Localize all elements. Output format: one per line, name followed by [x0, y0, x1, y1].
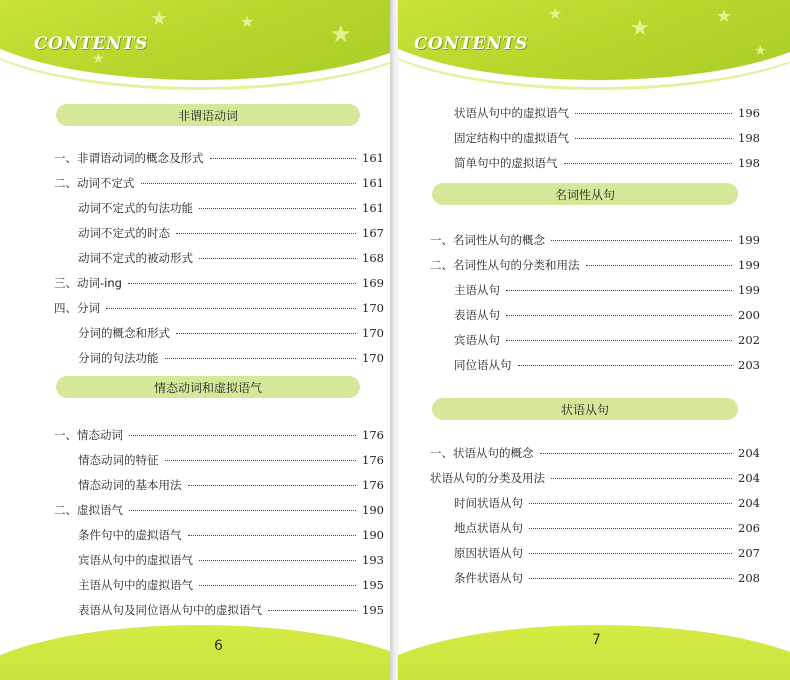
toc-entry[interactable]: 一、情态动词 176	[54, 428, 384, 442]
toc-entry[interactable]: 一、名词性从句的概念 199	[430, 233, 760, 247]
star-icon: ★	[150, 6, 168, 30]
toc-entry[interactable]: 时间状语从句 204	[454, 496, 760, 510]
star-icon: ★	[754, 43, 767, 59]
star-icon: ★	[716, 6, 733, 27]
star-icon: ★	[630, 16, 650, 41]
toc-entry[interactable]: 状语从句的分类及用法 204	[430, 471, 760, 485]
section-heading: 状语从句	[432, 398, 738, 420]
toc-entry[interactable]: 动词不定式的被动形式 168	[78, 251, 384, 265]
toc-entry[interactable]: 表语从句及同位语从句中的虚拟语气 195	[78, 603, 384, 617]
left-page	[0, 0, 394, 680]
toc-entry[interactable]: 二、名词性从句的分类和用法 199	[430, 258, 760, 272]
star-icon: ★	[548, 4, 563, 23]
page-header: CONTENTS	[34, 34, 148, 54]
toc-entry[interactable]: 分词的概念和形式 170	[78, 326, 384, 340]
toc-entry[interactable]: 同位语从句 203	[454, 358, 760, 372]
toc-entry[interactable]: 主语从句中的虚拟语气 195	[78, 578, 384, 592]
toc-entry[interactable]: 条件状语从句 208	[454, 571, 760, 585]
toc-entry[interactable]: 情态动词的基本用法 176	[78, 478, 384, 492]
section-heading: 情态动词和虚拟语气	[56, 376, 360, 398]
section-heading: 非谓语动词	[56, 104, 360, 126]
toc-entry[interactable]: 主语从句 199	[454, 283, 760, 297]
page-header: CONTENTS	[414, 34, 528, 54]
toc-entry[interactable]: 四、分词 170	[54, 301, 384, 315]
star-icon: ★	[240, 12, 255, 31]
toc-entry[interactable]: 情态动词的特征 176	[78, 453, 384, 467]
toc-entry[interactable]: 三、动词-ing 169	[54, 276, 384, 290]
toc-entry[interactable]: 二、动词不定式 161	[54, 176, 384, 190]
page-number: 7	[592, 632, 601, 648]
toc-entry[interactable]: 表语从句 200	[454, 308, 760, 322]
toc-entry[interactable]: 一、非谓语动词的概念及形式 161	[54, 151, 384, 165]
page-number: 6	[214, 638, 223, 654]
right-page	[398, 0, 790, 680]
toc-entry[interactable]: 动词不定式的句法功能 161	[78, 201, 384, 215]
bottom-band	[0, 625, 394, 680]
section-heading: 名词性从句	[432, 183, 738, 205]
toc-entry[interactable]: 一、状语从句的概念 204	[430, 446, 760, 460]
star-icon: ★	[92, 51, 105, 67]
toc-entry[interactable]: 宾语从句 202	[454, 333, 760, 347]
toc-entry[interactable]: 地点状语从句 206	[454, 521, 760, 535]
toc-entry[interactable]: 动词不定式的时态 167	[78, 226, 384, 240]
star-icon: ★	[330, 20, 352, 48]
toc-entry[interactable]: 原因状语从句 207	[454, 546, 760, 560]
toc-entry[interactable]: 简单句中的虚拟语气 198	[454, 156, 760, 170]
toc-entry[interactable]: 固定结构中的虚拟语气 198	[454, 131, 760, 145]
toc-entry[interactable]: 二、虚拟语气 190	[54, 503, 384, 517]
toc-entry[interactable]: 分词的句法功能 170	[78, 351, 384, 365]
toc-entry[interactable]: 宾语从句中的虚拟语气 193	[78, 553, 384, 567]
toc-entry[interactable]: 状语从句中的虚拟语气 196	[454, 106, 760, 120]
toc-entry[interactable]: 条件句中的虚拟语气 190	[78, 528, 384, 542]
